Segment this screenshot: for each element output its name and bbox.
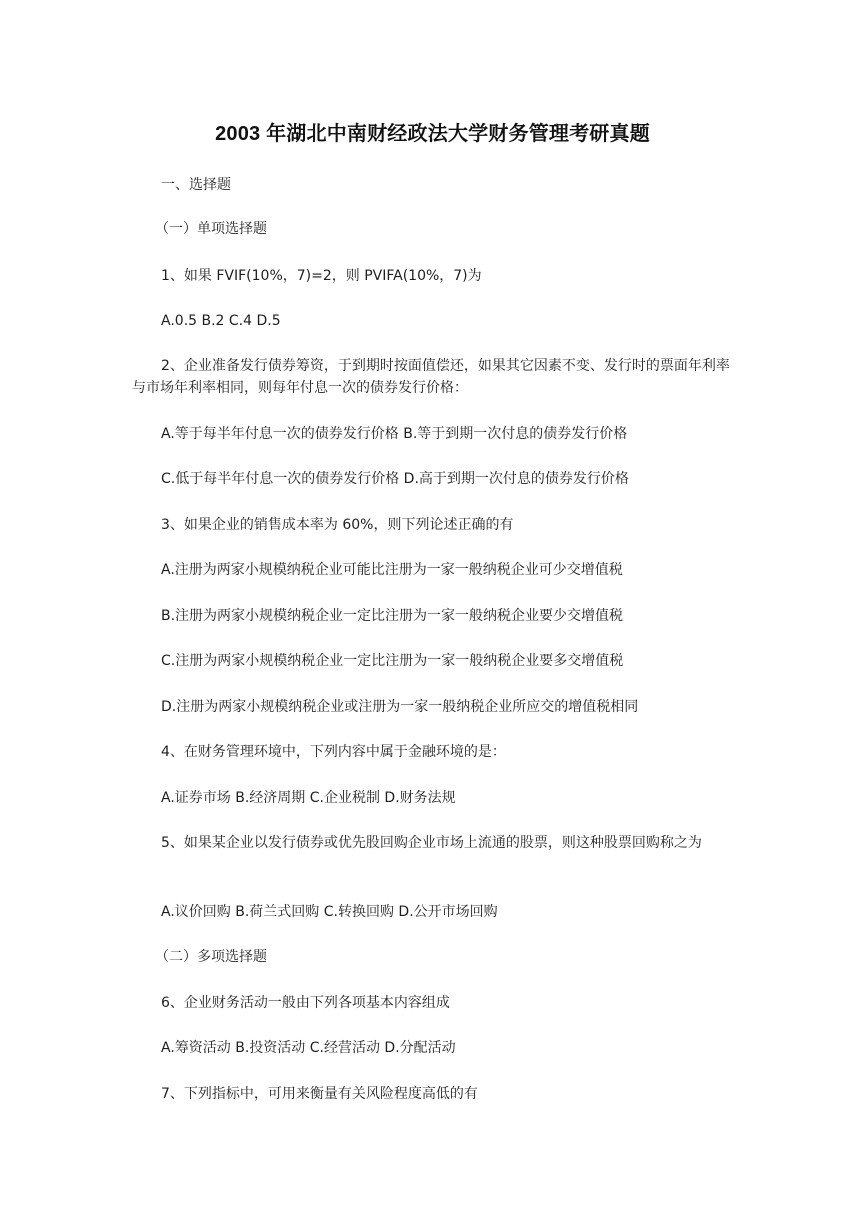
question-4-options: A.证券市场 B.经济周期 C.企业税制 D.财务法规: [161, 790, 456, 806]
section-heading: 一、选择题: [161, 177, 231, 193]
question-3-option-c: C.注册为两家小规模纳税企业一定比注册为一家一般纳税企业要多交增值税: [161, 653, 624, 669]
question-5-options: A.议价回购 B.荷兰式回购 C.转换回购 D.公开市场回购: [161, 904, 498, 920]
question-3-option-a: A.注册为两家小规模纳税企业可能比注册为一家一般纳税企业可少交增值税: [161, 562, 623, 578]
question-2: 2、企业准备发行债券筹资，于到期时按面值偿还，如果其它因素不变、发行时的票面年利率与市场年利率相同，则每年付息一次的债券发行价格：: [132, 358, 730, 396]
subsection-multiple-choice: （二）多项选择题: [155, 949, 267, 965]
subsection-single-choice: （一）单项选择题: [155, 221, 267, 237]
question-1: 1、如果 FVIF(10%，7)=2，则 PVIFA(10%，7)为: [161, 268, 482, 284]
question-2-options-line-1: A.等于每半年付息一次的债券发行价格 B.等于到期一次付息的债券发行价格: [161, 426, 628, 442]
question-6-options: A.筹资活动 B.投资活动 C.经营活动 D.分配活动: [161, 1040, 456, 1056]
question-3: 3、如果企业的销售成本率为 60%，则下列论述正确的有: [161, 517, 514, 533]
question-2-options-line-2: C.低于每半年付息一次的债券发行价格 D.高于到期一次付息的债券发行价格: [161, 471, 629, 487]
question-5: 5、如果某企业以发行债券或优先股回购企业市场上流通的股票，则这种股票回购称之为: [161, 835, 702, 851]
question-4: 4、在财务管理环境中，下列内容中属于金融环境的是：: [161, 744, 506, 760]
question-1-options: A.0.5 B.2 C.4 D.5: [161, 313, 281, 329]
question-6: 6、企业财务活动一般由下列各项基本内容组成: [161, 995, 450, 1011]
question-7: 7、下列指标中，可用来衡量有关风险程度高低的有: [161, 1086, 478, 1102]
document-title: 2003 年湖北中南财经政法大学财务管理考研真题: [215, 123, 650, 145]
question-3-option-b: B.注册为两家小规模纳税企业一定比注册为一家一般纳税企业要少交增值税: [161, 608, 624, 624]
question-3-option-d: D.注册为两家小规模纳税企业或注册为一家一般纳税企业所应交的增值税相同: [161, 699, 639, 715]
